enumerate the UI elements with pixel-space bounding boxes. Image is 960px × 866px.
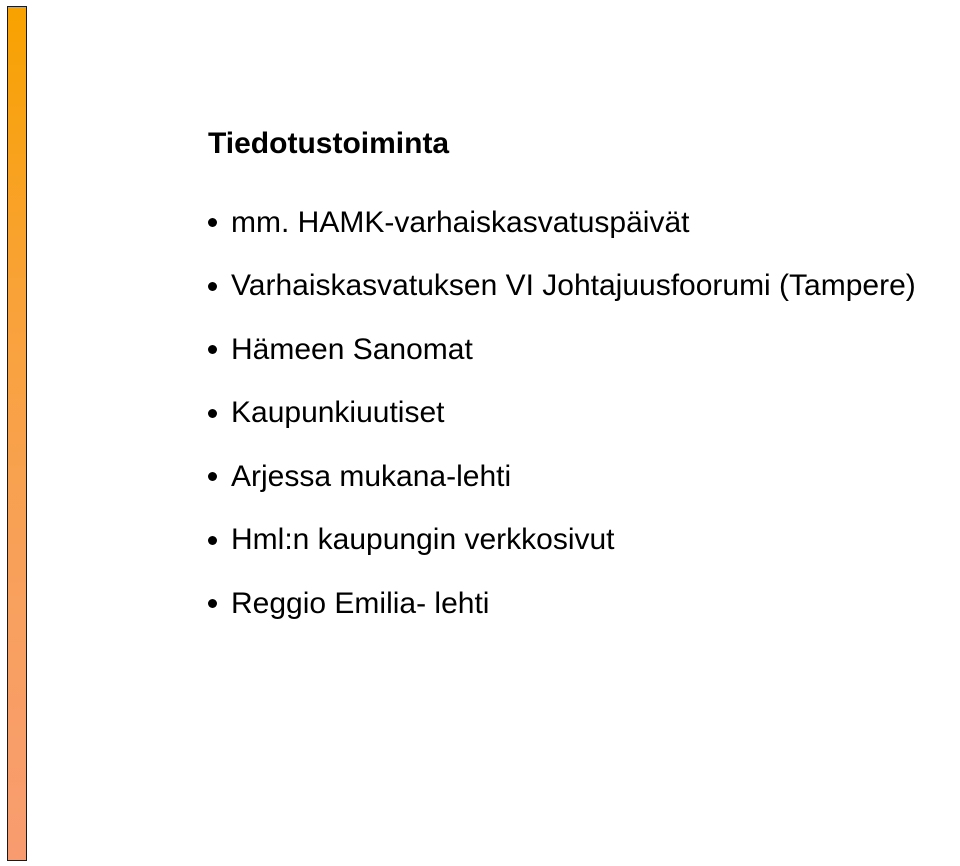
list-item: [208, 191, 916, 255]
list-item-text: Hämeen Sanomat: [231, 332, 473, 366]
list-item: [208, 509, 916, 573]
list-item: [208, 445, 916, 509]
bullet-icon: [208, 409, 217, 418]
list-item-text: Hml:n kaupungin verkkosivut: [231, 523, 615, 557]
list-item-text: Reggio Emilia- lehti: [231, 586, 490, 620]
list-item-text: Kaupunkiuutiset: [231, 396, 445, 430]
list-item-text: Varhaiskasvatuksen VI Johtajuusfoorumi (Tampere): [231, 269, 916, 303]
bullet-icon: [208, 599, 217, 608]
list-item-text: mm. HAMK-varhaiskasvatuspäivät: [231, 205, 690, 239]
list-item-text: Arjessa mukana-lehti: [231, 459, 512, 493]
slide-title: Tiedotustoiminta: [208, 127, 450, 160]
bullet-list: [208, 191, 916, 636]
bullet-icon: [208, 536, 217, 545]
list-item: [208, 255, 916, 319]
bullet-icon: [208, 472, 217, 481]
bullet-icon: [208, 282, 217, 291]
bullet-icon: [208, 218, 217, 227]
bullet-icon: [208, 345, 217, 354]
list-item: [208, 572, 916, 636]
list-item: [208, 382, 916, 446]
orange-accent-bar: [7, 6, 27, 861]
list-item: [208, 318, 916, 382]
